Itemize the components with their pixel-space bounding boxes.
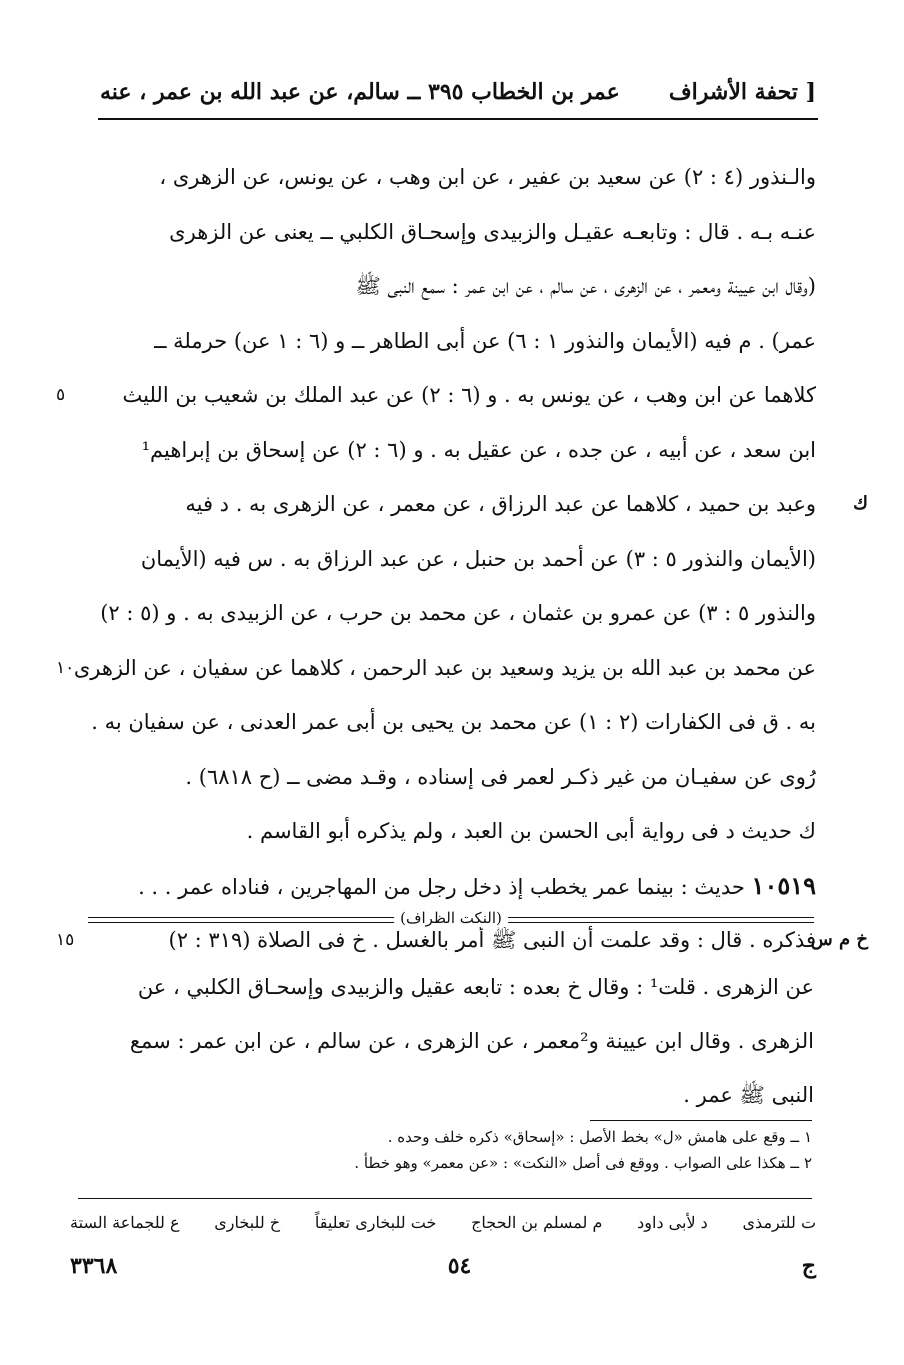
hadith-text: حديث : بينما عمر يخطب إذ دخل رجل من المهاجرين ، فناداه عمر . . . [138, 874, 745, 899]
page-number: ٥٤ [447, 1253, 472, 1279]
header-rule [98, 118, 818, 120]
abbreviation-key [70, 1206, 816, 1238]
text-line: النبى ﷺ عمر . [683, 1083, 814, 1107]
line-number: ١٥ [56, 930, 75, 950]
text-line: عنـه بـه . قال : وتابعـه عقيـل والزبيدى وإسحـاق الكلبي ــ يعنى عن الزهرى [169, 219, 816, 244]
abbreviation-item: ت للترمذى [742, 1212, 816, 1232]
text-line: ك حديث د فى رواية أبى الحسن بن العبد ، ولم يذكره أبو القاسم . [246, 819, 816, 843]
text-line: كلاهما عن ابن وهب ، عن يونس به . و (٦ : ٢) عن عبد الملك بن شعيب بن الليث ٥ [60, 368, 816, 423]
text-line: به . ق فى الكفارات (٢ : ١) عن محمد بن يحيى بن أبى عمر العدنى ، عن سفيان به . [91, 710, 816, 734]
running-head-title: عمر بن الخطاب ٣٩٥ ــ سالم، عن عبد الله بن عمر ، عنه [100, 79, 620, 105]
main-text [56, 150, 868, 968]
text-line: خ م س فذكره . قال : وقد علمت أن النبى ﷺ أمر بالغسل . خ فى الصلاة (٣١٩ : ٢) ١٥ [60, 913, 816, 968]
hadith-number: ١٠٥١٩ [751, 870, 816, 900]
abbreviation-rule [78, 1198, 812, 1199]
hadith-sigla: خ م س [810, 929, 868, 950]
abbreviation-item: ع للجماعة الستة [70, 1212, 180, 1232]
hadith-range-number: ٣٣٦٨ [70, 1253, 118, 1279]
text-line: (الأيمان والنذور ٥ : ٣) عن أحمد بن حنبل ، عن عبد الرزاق به . س فيه (الأيمان [140, 546, 816, 571]
abbreviation-item: خ للبخارى [214, 1212, 281, 1232]
text-line: عمر) . م فيه (الأيمان والنذور ١ : ٦) عن أبى الطاهر ــ و (٦ : ١ عن) حرملة ــ [154, 328, 816, 353]
text-line: ابن سعد ، عن أبيه ، عن جده ، عن عقيل به . و (٦ : ٢) عن إسحاق بن إبراهيم¹ [141, 437, 816, 462]
footnote-rule [590, 1120, 812, 1121]
section-divider [88, 909, 814, 932]
nukat-section [70, 960, 814, 1122]
running-head [100, 72, 816, 112]
footnote: ١ ــ وقع على هامش «ل» بخط الأصل : «إسحاق» ذكره خلف وحده . [387, 1128, 812, 1146]
text-line: والـنذور (٤ : ٢) عن سعيد بن عفير ، عن ابن وهب ، عن يونس، عن الزهرى ، [159, 165, 816, 189]
abbreviation-item: م لمسلم بن الحجاج [471, 1212, 603, 1232]
footnotes [110, 1124, 812, 1176]
text-line: عن محمد بن عبد الله بن يزيد وسعيد بن عبد الرحمن ، كلاهما عن سفيان ، عن الزهرى ١٠ [60, 641, 816, 696]
text-line: ك وعبد بن حميد ، كلاهما عن عبد الرزاق ، عن معمر ، عن الزهرى به . د فيه [60, 477, 816, 532]
abbreviation-item: خت للبخارى تعليقاً [314, 1212, 437, 1232]
text-line: عن الزهرى . قلت¹ : وقال خ بعده : تابعه عقيل والزبيدى وإسحـاق الكلبي ، عن [137, 975, 814, 999]
running-head-book: [ تحفة الأشراف [668, 79, 816, 105]
volume-mark: ج [801, 1253, 816, 1279]
text-line: رُوى عن سفيـان من غير ذكـر لعمر فى إسناده ، وقـد مضى ــ (ح ٦٨١٨) . [185, 764, 816, 789]
divider-label: (النكت الظراف) [394, 909, 508, 927]
text-line: الزهرى . وقال ابن عيينة و²معمر ، عن الزهرى ، عن سالم ، عن ابن عمر : سمع [129, 1029, 814, 1053]
hadith-heading [60, 859, 816, 914]
line-number: ٥ [56, 385, 66, 405]
text-line: (وقال ابن عيينة ومعمر ، عن الزهرى ، عن سالم ، عن ابن عمر : سمع النبى ﷺ [355, 274, 816, 298]
margin-siglum: ك [853, 493, 868, 514]
text-line: والنذور ٥ : ٣) عن عمرو بن عثمان ، عن محمد بن حرب ، عن الزبيدى به . و (٥ : ٢) [100, 601, 816, 625]
abbreviation-item: د لأبى داود [637, 1212, 708, 1232]
line-number: ١٠ [56, 657, 75, 678]
page-footer [70, 1248, 816, 1284]
footnote: ٢ ــ هكذا على الصواب . ووقع فى أصل «النكت» : «عن معمر» وهو خطأ . [354, 1154, 812, 1172]
